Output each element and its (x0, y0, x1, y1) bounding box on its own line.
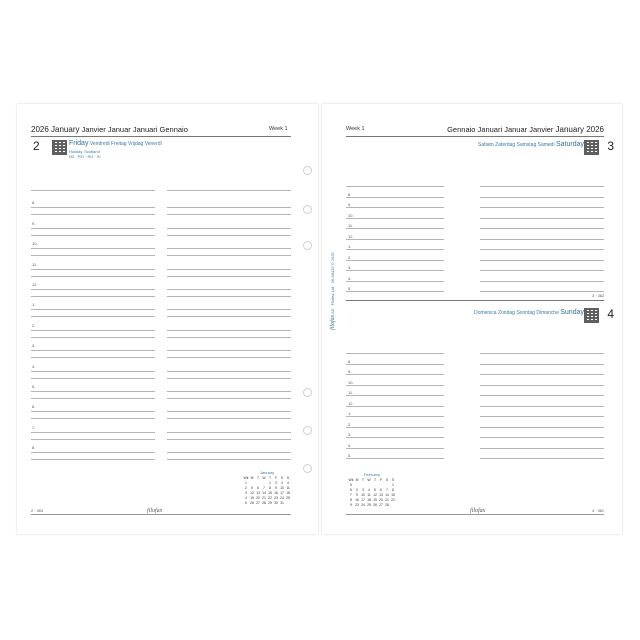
right-day1-hour-label: 10. (348, 212, 354, 218)
left-hour-line (167, 228, 291, 229)
right-cal-calendar-day: 15 (391, 493, 395, 497)
right-day2-hour-line (480, 448, 604, 449)
left-cal-calendar-day: 30 (274, 501, 278, 505)
left-hour-line (167, 452, 291, 453)
left-half-line (167, 398, 291, 399)
left-holiday-note: Holiday, Scotland (69, 149, 100, 154)
qr-code-icon (52, 140, 67, 155)
left-cal-calendar-day: 10 (280, 486, 284, 490)
right-day2-hour-label: 12. (348, 400, 354, 406)
left-cal-calendar-day: 4 (287, 481, 289, 485)
left-month-languages: Janvier Januar Januari Gennaio (81, 125, 188, 134)
left-hour-label: 7. (32, 424, 36, 430)
left-hour-label: 12. (32, 282, 38, 287)
right-day2-hour-label: 9. (348, 369, 352, 374)
left-hour-line (31, 309, 155, 310)
left-cal-calendar-day: 15 (268, 491, 272, 495)
left-cal-calendar-header: S (280, 476, 284, 480)
left-hour-label: 8. (32, 445, 36, 451)
left-half-line (167, 316, 291, 317)
right-day2-hour-line (480, 437, 604, 438)
right-day2-name-languages: Domenica Zondag Sonntag Dimanche (474, 310, 559, 316)
ring-hole (303, 205, 312, 214)
right-cal-calendar-header: Wk (348, 478, 354, 482)
right-day2-hour-label: 2. (348, 421, 352, 427)
left-cal-calendar-day: 14 (262, 491, 266, 495)
left-holiday-regions: NZ · RO · RU · SI (69, 154, 101, 159)
left-cal-calendar-day: 23 (274, 496, 278, 500)
right-day2-hour-line (346, 437, 444, 438)
right-day2-hour-line (480, 374, 604, 375)
left-hour-line (167, 309, 291, 310)
right-cal-calendar-day: 27 (379, 503, 383, 507)
left-cal-calendar-day: 25 (286, 496, 290, 500)
left-hour-line (167, 411, 291, 412)
left-cal-calendar-day: 31 (280, 501, 284, 505)
left-cal-calendar-day: 29 (268, 501, 272, 505)
right-page-code: 4 · 361 (592, 509, 604, 513)
right-day2-hour-line (346, 427, 444, 428)
left-brand-logo: filofax (147, 508, 163, 514)
left-hour-line (31, 269, 155, 270)
right-cal-calendar-day: 22 (391, 498, 395, 502)
right-day2-line-top (346, 353, 444, 354)
left-cal-calendar-day: 8 (269, 486, 271, 490)
left-cal-calendar-day: 21 (262, 496, 266, 500)
left-hour-line (31, 350, 155, 351)
right-day2-hour-label: 5. (348, 453, 352, 458)
right-cal-calendar-day: 25 (367, 503, 371, 507)
left-cal-calendar-header: S (286, 476, 290, 480)
right-cal-calendar-week-number: 9 (350, 503, 352, 507)
right-cal-calendar-day: 6 (380, 488, 382, 492)
right-cal-calendar-week-number: 7 (350, 493, 352, 497)
right-day1-name (478, 141, 584, 148)
right-day2-number: 4 (607, 307, 614, 321)
left-month-main: 2026 January (31, 125, 80, 134)
left-cal-calendar-day: 19 (250, 496, 254, 500)
right-day1-line-top (480, 186, 604, 187)
left-cal-calendar-week-number: 2 (245, 486, 247, 490)
left-half-line (167, 276, 291, 277)
right-cal-calendar-day: 24 (361, 503, 365, 507)
right-cal-calendar-day: 20 (379, 498, 383, 502)
left-cal-calendar-day: 16 (274, 491, 278, 495)
right-day1-hour-line (480, 291, 604, 292)
left-half-line (31, 296, 155, 297)
left-month-title (31, 125, 188, 134)
right-day1-hour-line (346, 281, 444, 282)
left-cal-calendar-day: 20 (256, 496, 260, 500)
left-hour-line (31, 289, 155, 290)
right-month-languages: Gennaio Januari Januar Janvier (447, 125, 554, 134)
right-cal-calendar-day: 2 (356, 488, 358, 492)
left-half-line (31, 214, 155, 215)
left-cal-calendar-header: M (250, 476, 254, 480)
left-hour-line (167, 391, 291, 392)
right-day1-hour-line (480, 260, 604, 261)
left-half-line (167, 459, 291, 460)
left-day-name (69, 140, 162, 147)
left-half-line (31, 418, 155, 419)
left-cal-calendar-day: 27 (256, 501, 260, 505)
left-page-code: 2 · 363 (31, 509, 43, 513)
left-cal-calendar-day: 11 (286, 486, 290, 490)
right-day2-hour-line (480, 395, 604, 396)
left-hour-line (167, 207, 291, 208)
right-calendar-grid (348, 478, 396, 507)
left-half-line (31, 235, 155, 236)
ring-hole (303, 241, 312, 250)
right-cal-calendar-day: 8 (392, 488, 394, 492)
left-half-line (31, 337, 155, 338)
left-hour-line (31, 228, 155, 229)
spine-imprint (330, 252, 336, 330)
left-hour-line (167, 248, 291, 249)
left-hour-line (167, 269, 291, 270)
right-day1-hour-label: 9. (348, 202, 352, 207)
right-cal-calendar-header: S (385, 478, 389, 482)
left-cal-calendar-header: Wk (243, 476, 249, 480)
left-mini-calendar (243, 470, 291, 505)
right-cal-calendar-day: 11 (367, 493, 371, 497)
right-day1-hour-line (346, 249, 444, 250)
right-footer-rule (346, 514, 604, 515)
left-half-line (167, 296, 291, 297)
ring-hole (303, 426, 312, 435)
right-cal-calendar-day: 13 (379, 493, 383, 497)
left-hour-label: 3. (32, 343, 36, 349)
right-day1-hour-label: 1. (348, 244, 352, 249)
right-week-label: Week 1 (346, 126, 365, 132)
right-mini-calendar (348, 472, 396, 507)
left-hour-line (31, 452, 155, 453)
right-calendar-month: February (363, 472, 380, 477)
left-half-line (167, 378, 291, 379)
left-half-line (31, 276, 155, 277)
right-day1-hour-line (480, 197, 604, 198)
left-cal-calendar-header: W (262, 476, 266, 480)
ring-hole (303, 388, 312, 397)
left-calendar-month: January (259, 470, 275, 475)
right-day1-hour-line (480, 270, 604, 271)
right-cal-calendar-week-number: 8 (350, 498, 352, 502)
right-cal-calendar-day: 16 (355, 498, 359, 502)
left-cal-calendar-week-number: 4 (245, 496, 247, 500)
left-footer-rule (31, 514, 291, 515)
right-cal-calendar-header: T (373, 478, 377, 482)
right-diary-page (322, 104, 622, 534)
left-half-line (31, 459, 155, 460)
ring-hole (303, 464, 312, 473)
right-cal-calendar-day: 5 (374, 488, 376, 492)
right-day1-hour-line (346, 228, 444, 229)
left-cal-calendar-day: 24 (280, 496, 284, 500)
left-hour-label: 5. (32, 384, 36, 389)
right-day1-code: 3 · 362 (592, 294, 604, 298)
right-day2-hour-line (346, 374, 444, 375)
left-calendar-grid (243, 476, 291, 505)
right-day1-hour-label: 4. (348, 275, 352, 281)
left-cal-calendar-day: 26 (250, 501, 254, 505)
left-hour-label: 1. (32, 302, 36, 308)
left-cal-calendar-day: 28 (262, 501, 266, 505)
left-hour-label: 10. (32, 241, 38, 247)
right-day1-hour-line (346, 270, 444, 271)
right-day-separator (346, 300, 604, 301)
left-hour-label: 8. (32, 200, 36, 206)
right-day1-hour-label: 11. (348, 223, 354, 228)
right-day1-hour-line (480, 207, 604, 208)
left-cal-calendar-day: 12 (250, 491, 254, 495)
right-day1-hour-label: 12. (348, 233, 354, 239)
left-cal-calendar-header: F (274, 476, 278, 480)
right-day1-name-languages: Sabato Zaterdag Samstag Samedi (477, 142, 555, 148)
right-day2-hour-label: 8. (348, 358, 352, 364)
right-day1-hour-line (480, 281, 604, 282)
left-cal-calendar-header: T (256, 476, 260, 480)
right-month-main: January 2026 (555, 125, 604, 134)
right-cal-calendar-day: 21 (385, 498, 389, 502)
right-day1-hour-label: 5. (348, 286, 352, 291)
right-day2-name-main: Sunday (560, 309, 584, 316)
right-cal-calendar-header: F (379, 478, 383, 482)
left-cal-calendar-week-number: 5 (245, 501, 247, 505)
right-cal-calendar-header: W (367, 478, 371, 482)
left-half-line (167, 439, 291, 440)
right-day2-hour-line (480, 427, 604, 428)
left-hour-line (167, 350, 291, 351)
right-cal-calendar-header: M (355, 478, 359, 482)
left-hour-line (31, 207, 155, 208)
right-cal-calendar-header: S (391, 478, 395, 482)
right-day2-hour-label: 4. (348, 442, 352, 448)
left-hour-line (31, 371, 155, 372)
left-cal-calendar-day: 7 (263, 486, 265, 490)
left-half-line (31, 378, 155, 379)
left-hour-line (31, 411, 155, 412)
left-hour-label: 2. (32, 322, 36, 328)
right-month-title (447, 125, 604, 134)
right-day2-name (474, 309, 584, 316)
left-hour-line (167, 432, 291, 433)
left-half-line (31, 398, 155, 399)
left-hour-line (31, 248, 155, 249)
left-half-line (31, 357, 155, 358)
right-day1-name-main: Saturday (555, 141, 584, 148)
right-cal-calendar-day: 26 (373, 503, 377, 507)
right-day1-hour-line (346, 260, 444, 261)
right-day2-hour-line (346, 416, 444, 417)
ring-hole (303, 166, 312, 175)
right-day2-hour-line (480, 458, 604, 459)
left-line-top (31, 190, 155, 191)
left-cal-calendar-day: 3 (281, 481, 283, 485)
left-diary-page (17, 104, 318, 534)
left-cal-calendar-day: 6 (257, 486, 259, 490)
right-day1-hour-line (346, 239, 444, 240)
left-cal-calendar-day: 2 (275, 481, 277, 485)
right-day2-hour-label: 1. (348, 411, 352, 416)
right-day1-line-top (346, 186, 444, 187)
right-day1-hour-line (480, 249, 604, 250)
right-cal-calendar-day: 4 (368, 488, 370, 492)
right-day2-hour-line (346, 385, 444, 386)
right-cal-calendar-day: 14 (385, 493, 389, 497)
right-day2-hour-line (346, 406, 444, 407)
right-day1-hour-label: 3. (348, 265, 352, 270)
right-cal-calendar-day: 28 (385, 503, 389, 507)
left-cal-calendar-day: 22 (268, 496, 272, 500)
left-line-top (167, 190, 291, 191)
left-half-line (31, 255, 155, 256)
left-header-rule (31, 136, 291, 137)
right-cal-calendar-day: 19 (373, 498, 377, 502)
left-half-line (167, 235, 291, 236)
left-cal-calendar-header: T (268, 476, 272, 480)
right-day1-number: 3 (607, 139, 614, 153)
right-day1-hour-line (480, 239, 604, 240)
left-cal-calendar-day: 5 (251, 486, 253, 490)
right-cal-calendar-day: 10 (361, 493, 365, 497)
left-hour-line (167, 289, 291, 290)
left-cal-calendar-week-number: 3 (245, 491, 247, 495)
qr-code-icon (584, 140, 599, 155)
right-day1-hour-label: 2. (348, 254, 352, 260)
left-half-line (167, 337, 291, 338)
left-cal-calendar-day (285, 501, 291, 505)
left-hour-line (31, 432, 155, 433)
right-day2-hour-line (480, 406, 604, 407)
right-day1-hour-line (346, 218, 444, 219)
left-week-label: Week 1 (269, 126, 288, 132)
right-day2-hour-label: 11. (348, 390, 354, 395)
right-day2-line-top (480, 353, 604, 354)
left-hour-line (31, 330, 155, 331)
right-cal-calendar-day: 9 (356, 493, 358, 497)
right-cal-calendar-day: 7 (386, 488, 388, 492)
right-cal-calendar-day: 17 (361, 498, 365, 502)
right-day2-hour-line (346, 364, 444, 365)
spine-text: A5 · Filofax Ltd · 26-68415 © 2025 (330, 252, 335, 314)
right-day1-hour-line (480, 218, 604, 219)
right-day1-hour-label: 8. (348, 191, 352, 197)
left-cal-calendar-day: 18 (286, 491, 290, 495)
spine-brand: filofax (330, 314, 336, 330)
left-hour-line (167, 330, 291, 331)
right-brand-logo: filofax (470, 508, 486, 514)
right-day2-hour-line (346, 448, 444, 449)
right-day2-hour-line (346, 395, 444, 396)
left-cal-calendar-day: 17 (280, 491, 284, 495)
qr-code-icon (584, 308, 599, 323)
left-day-name-languages: Vendredi Freitag Vrijdag Venerdì (89, 141, 162, 147)
left-hour-label: 9. (32, 220, 36, 226)
right-day2-hour-label: 10. (348, 379, 354, 385)
left-hour-line (167, 371, 291, 372)
left-half-line (31, 316, 155, 317)
right-cal-calendar-week-number: 6 (350, 488, 352, 492)
right-day1-hour-line (346, 197, 444, 198)
right-day1-hour-line (480, 228, 604, 229)
left-day-number: 2 (33, 139, 40, 153)
right-day2-hour-line (480, 364, 604, 365)
left-hour-label: 6. (32, 404, 36, 410)
left-hour-label: 4. (32, 363, 36, 369)
right-cal-calendar-day: 23 (355, 503, 359, 507)
left-half-line (167, 418, 291, 419)
right-cal-calendar-day: 3 (362, 488, 364, 492)
right-day2-hour-line (480, 385, 604, 386)
right-cal-calendar-day (390, 503, 396, 507)
right-cal-calendar-day: 1 (392, 483, 394, 487)
right-header-rule (346, 136, 604, 137)
right-cal-calendar-week-number: 5 (350, 483, 352, 487)
right-day1-hour-line (346, 207, 444, 208)
left-cal-calendar-day: 9 (275, 486, 277, 490)
right-day1-hour-line (346, 291, 444, 292)
left-cal-calendar-week-number: 1 (245, 481, 247, 485)
left-half-line (31, 439, 155, 440)
right-cal-calendar-day: 18 (367, 498, 371, 502)
left-half-line (167, 214, 291, 215)
left-cal-calendar-day: 13 (256, 491, 260, 495)
right-day2-hour-line (346, 458, 444, 459)
left-half-line (167, 255, 291, 256)
left-hour-label: 11. (32, 261, 38, 267)
left-day-name-main: Friday (69, 140, 89, 147)
left-hour-line (31, 391, 155, 392)
left-half-line (167, 357, 291, 358)
right-cal-calendar-header: T (361, 478, 365, 482)
right-day2-hour-label: 3. (348, 432, 352, 437)
right-cal-calendar-day: 12 (373, 493, 377, 497)
right-day2-hour-line (480, 416, 604, 417)
left-cal-calendar-day: 1 (269, 481, 271, 485)
